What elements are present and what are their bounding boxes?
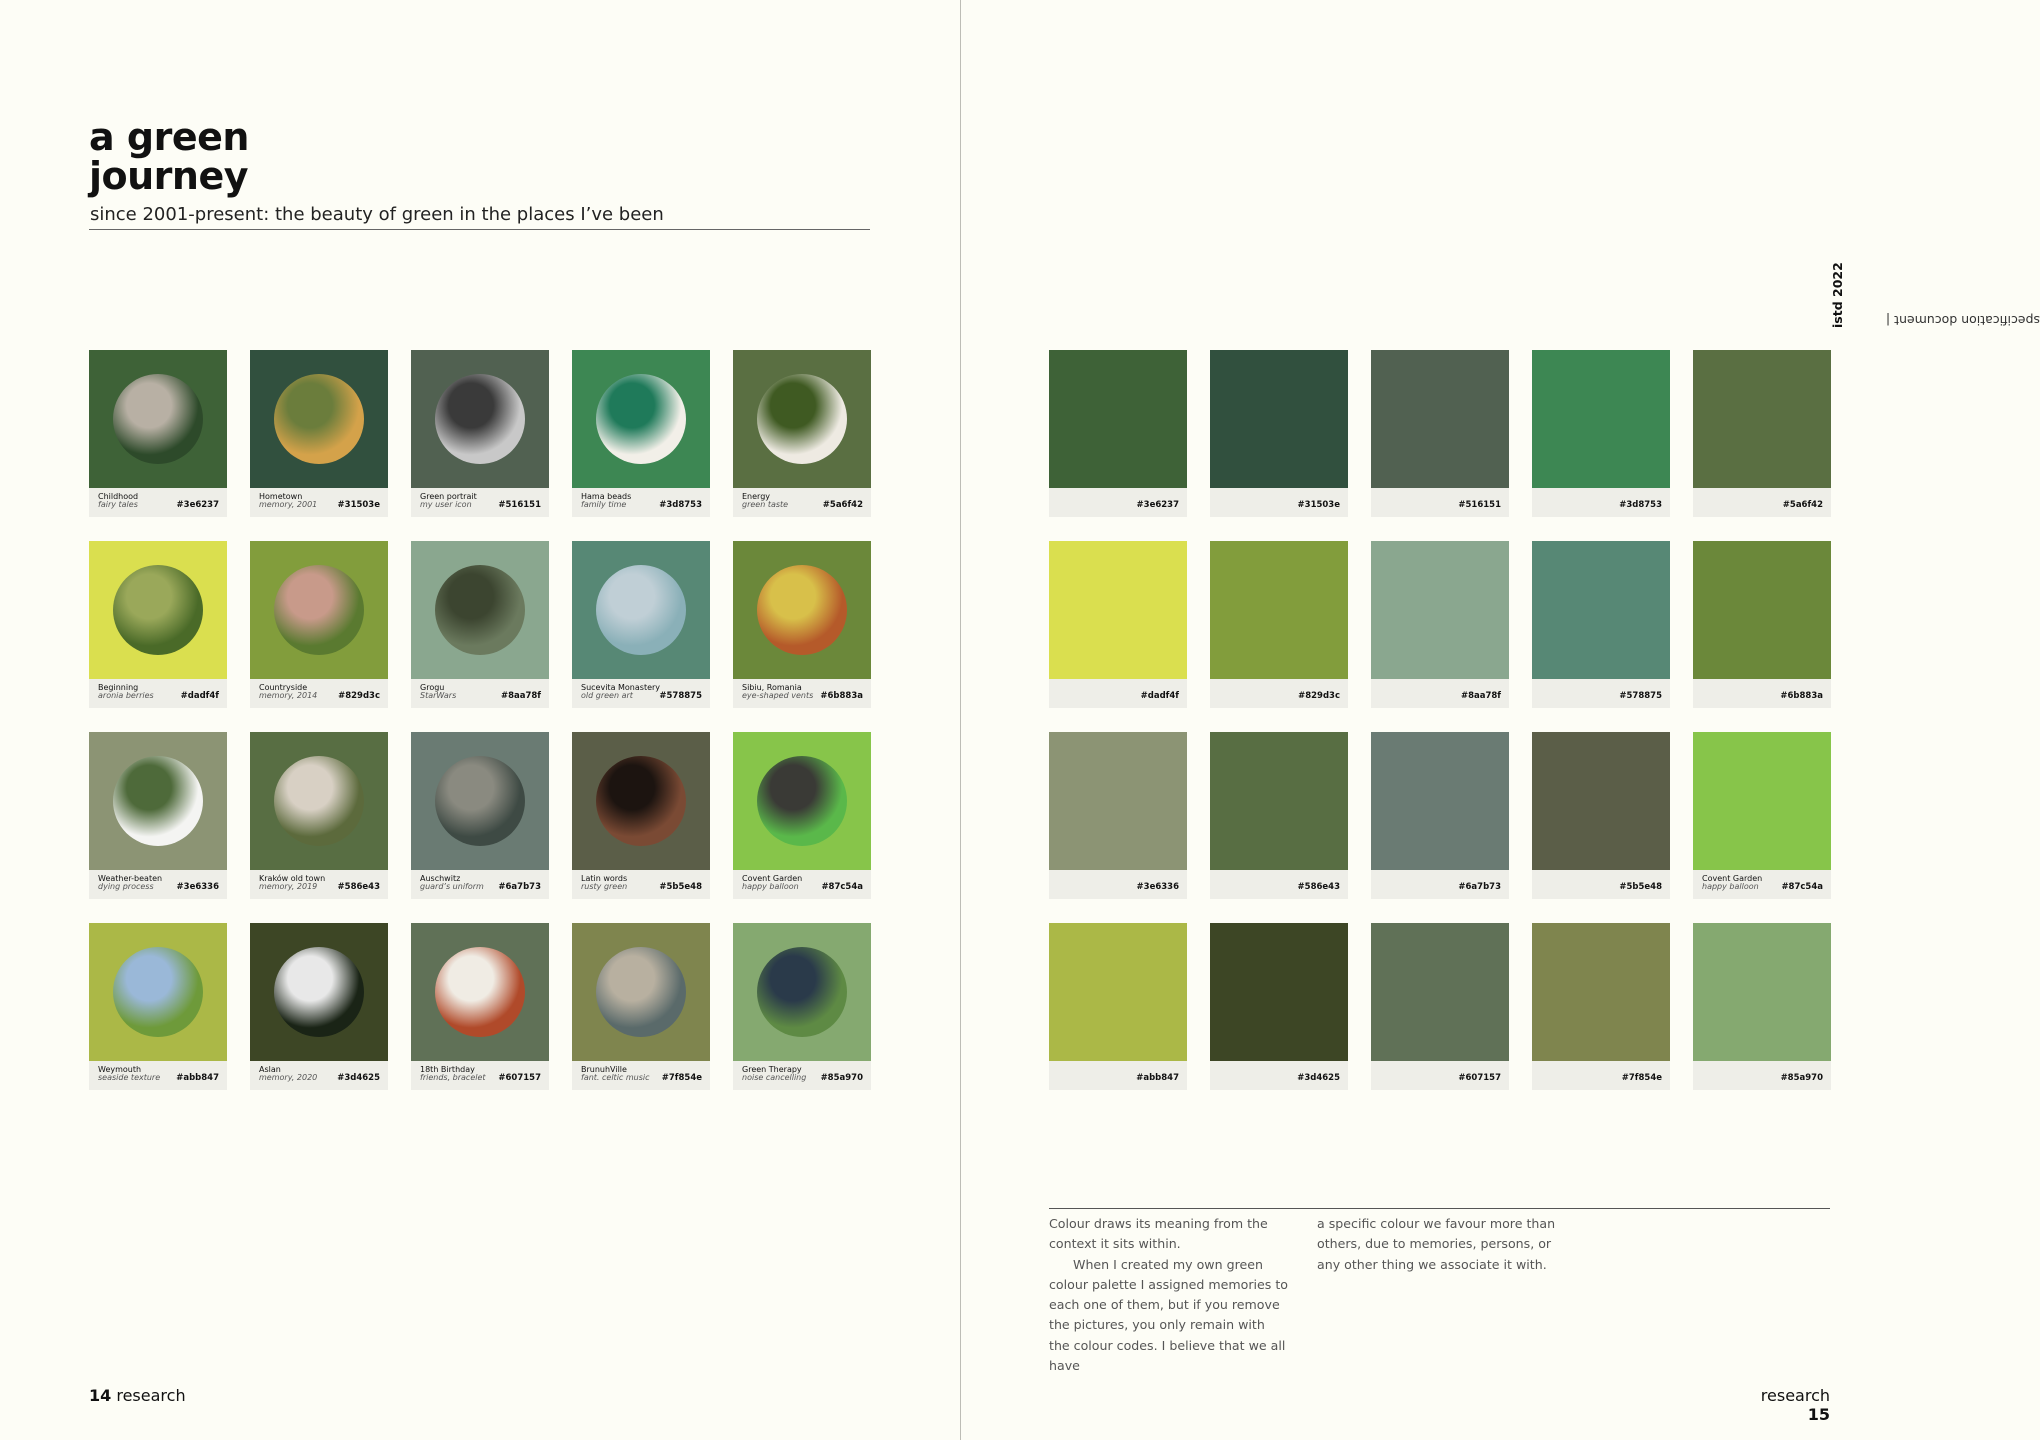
hex-code: #7f854e	[661, 1073, 702, 1083]
card-caption	[420, 493, 492, 509]
memory-card	[89, 350, 227, 517]
card-subtitle: aronia berries	[98, 691, 154, 700]
card-title: Latin words	[581, 874, 628, 883]
palette-card	[1210, 923, 1348, 1090]
hex-code: #829d3c	[1298, 691, 1340, 701]
memory-card	[89, 541, 227, 708]
card-caption	[742, 684, 814, 700]
palette-card	[1049, 923, 1187, 1090]
hex-code: #516151	[1458, 500, 1501, 510]
headphones-photo	[757, 947, 847, 1037]
palette-card	[1049, 350, 1187, 517]
landscape-photo	[596, 947, 686, 1037]
card-caption	[420, 1066, 492, 1082]
card-subtitle: noise cancelling	[742, 1073, 807, 1082]
palette-card	[1049, 732, 1187, 899]
hex-code: #5a6f42	[1782, 500, 1823, 510]
monastery-photo	[596, 565, 686, 655]
body-paragraph-1: Colour draws its meaning from the context it sits within.	[1049, 1216, 1268, 1252]
hex-code: #3e6336	[176, 882, 219, 892]
star-beads-photo	[596, 374, 686, 464]
card-title: BrunuhVille	[581, 1065, 627, 1074]
card-subtitle: memory, 2020	[259, 1073, 318, 1082]
card-title: Beginning	[98, 683, 139, 692]
hex-code: #3e6336	[1136, 882, 1179, 892]
palette-swatch	[1210, 541, 1348, 679]
palette-grid	[1049, 350, 1830, 1090]
color-swatch	[733, 732, 871, 870]
palette-swatch	[1049, 541, 1187, 679]
palette-card	[1532, 350, 1670, 517]
card-subtitle: dying process	[98, 882, 154, 891]
foliage-photo	[274, 947, 364, 1037]
hex-code: #578875	[659, 691, 702, 701]
palette-swatch	[1532, 350, 1670, 488]
hex-code: #516151	[498, 500, 541, 510]
card-caption	[98, 684, 170, 700]
color-swatch	[89, 732, 227, 870]
forest-photo	[274, 565, 364, 655]
color-swatch	[411, 350, 549, 488]
card-caption	[259, 493, 331, 509]
card-subtitle: StarWars	[420, 691, 457, 700]
palette-card	[1210, 350, 1348, 517]
card-caption	[581, 683, 661, 700]
card-title: Energy	[742, 492, 771, 501]
drink-photo	[757, 374, 847, 464]
card-title: Weather-beaten	[98, 874, 163, 883]
body-paragraph-2: When I created my own green colour palette I assigned memories to each one of them, but if you remove the pictures, you only remain with the colour codes. I believe that we all have	[1049, 1256, 1288, 1374]
palette-swatch	[1532, 732, 1670, 870]
memory-card	[733, 541, 871, 708]
berries-photo	[113, 565, 203, 655]
card-title: 18th Birthday	[420, 1065, 475, 1074]
palette-card	[1210, 732, 1348, 899]
card-subtitle: eye-shaped vents	[742, 691, 814, 700]
palette-swatch	[1532, 541, 1670, 679]
uniform-photo	[435, 756, 525, 846]
hex-code: #3d8753	[1619, 500, 1662, 510]
card-subtitle: green taste	[742, 500, 789, 509]
folio-left	[89, 1386, 186, 1405]
color-swatch	[411, 923, 549, 1061]
memory-card	[250, 541, 388, 708]
card-subtitle: happy balloon	[742, 882, 799, 891]
folio-right	[1740, 1386, 1830, 1424]
building-photo	[757, 565, 847, 655]
palette-card	[1210, 541, 1348, 708]
arch-photo	[596, 756, 686, 846]
palette-card	[1532, 732, 1670, 899]
body-column-1	[1049, 1214, 1289, 1376]
hex-code: #7f854e	[1621, 1073, 1662, 1083]
hex-code: #3d8753	[659, 500, 702, 510]
card-title: Hometown	[259, 492, 303, 501]
hedge-photo	[113, 947, 203, 1037]
palette-swatch	[1693, 541, 1831, 679]
card-caption	[98, 875, 170, 891]
palette-swatch	[1371, 732, 1509, 870]
card-caption	[1702, 875, 1774, 891]
card-caption	[742, 1066, 814, 1082]
color-swatch	[733, 350, 871, 488]
card-title: Green Therapy	[742, 1065, 802, 1074]
palette-swatch	[1532, 923, 1670, 1061]
card-subtitle: memory, 2001	[259, 500, 318, 509]
hex-code: #6a7b73	[1458, 882, 1501, 892]
hex-code: #5b5e48	[659, 882, 702, 892]
color-swatch	[89, 541, 227, 679]
palette-swatch	[1210, 732, 1348, 870]
card-title: Auschwitz	[420, 874, 461, 883]
memory-card	[733, 350, 871, 517]
card-subtitle: seaside texture	[98, 1073, 161, 1082]
section-label-right: research	[1760, 1386, 1830, 1405]
card-title: Countryside	[259, 683, 308, 692]
tree-photo	[113, 756, 203, 846]
hex-code: #6b883a	[1780, 691, 1823, 701]
card-title: Aslan	[259, 1065, 281, 1074]
balloon-photo	[757, 756, 847, 846]
memory-card	[250, 350, 388, 517]
card-title: Hama beads	[581, 492, 632, 501]
memory-card	[411, 923, 549, 1090]
memory-card	[572, 541, 710, 708]
palette-card	[1532, 541, 1670, 708]
palette-card	[1693, 732, 1831, 899]
body-column-2	[1317, 1214, 1557, 1275]
hex-code: #87c54a	[1781, 882, 1823, 892]
color-swatch	[733, 541, 871, 679]
card-subtitle: happy balloon	[1702, 882, 1759, 891]
palette-swatch	[1371, 923, 1509, 1061]
card-title: Sibiu, Romania	[742, 683, 802, 692]
memory-card	[89, 923, 227, 1090]
palette-swatch	[1371, 541, 1509, 679]
running-head-regular: specification document |	[1885, 313, 2040, 328]
hex-code: #dadf4f	[1140, 691, 1179, 701]
memory-card	[411, 541, 549, 708]
hex-code: #abb847	[176, 1073, 219, 1083]
hex-code: #3e6237	[176, 500, 219, 510]
hex-code: #5b5e48	[1619, 882, 1662, 892]
hex-code: #87c54a	[821, 882, 863, 892]
card-subtitle: memory, 2014	[259, 691, 318, 700]
palette-card	[1693, 350, 1831, 517]
grogu-photo	[435, 565, 525, 655]
palette-swatch	[1693, 923, 1831, 1061]
card-title: Kraków old town	[259, 874, 326, 883]
child-photo	[113, 374, 203, 464]
card-caption	[742, 875, 814, 891]
palette-card	[1693, 541, 1831, 708]
hex-code: #607157	[1458, 1073, 1501, 1083]
card-subtitle: memory, 2019	[259, 882, 318, 891]
card-subtitle: fant. celtic music	[581, 1073, 650, 1082]
card-subtitle: my user icon	[420, 500, 472, 509]
color-swatch	[250, 732, 388, 870]
page-title	[89, 115, 249, 198]
palette-card	[1371, 350, 1509, 517]
card-title: Weymouth	[98, 1065, 142, 1074]
color-swatch	[250, 923, 388, 1061]
palette-swatch	[1049, 732, 1187, 870]
hex-code: #6b883a	[820, 691, 863, 701]
hex-code: #31503e	[337, 500, 380, 510]
hex-code: #3d4625	[337, 1073, 380, 1083]
palette-swatch	[1693, 350, 1831, 488]
card-subtitle: fairy tales	[98, 500, 138, 509]
title-rule	[89, 229, 870, 230]
memory-card	[572, 732, 710, 899]
card-title: Covent Garden	[1702, 874, 1763, 883]
hex-code: #3d4625	[1297, 1073, 1340, 1083]
card-title: Sucevita Monastery	[581, 683, 661, 692]
color-swatch	[89, 350, 227, 488]
card-subtitle: family time	[581, 500, 627, 509]
section-label-left: research	[116, 1386, 186, 1405]
page-number-right: 15	[1807, 1405, 1830, 1424]
card-subtitle: rusty green	[581, 882, 628, 891]
page-number-left: 14	[89, 1386, 112, 1405]
color-swatch	[572, 350, 710, 488]
hex-code: #85a970	[1780, 1073, 1823, 1083]
memory-card	[411, 350, 549, 517]
palette-swatch	[1049, 350, 1187, 488]
memory-card	[250, 732, 388, 899]
card-subtitle: guard’s uniform	[420, 882, 484, 891]
palette-swatch	[1210, 923, 1348, 1061]
palette-swatch	[1693, 732, 1831, 870]
card-subtitle: friends, bracelet	[420, 1073, 486, 1082]
card-title: Covent Garden	[742, 874, 803, 883]
hex-code: #8aa78f	[1460, 691, 1501, 701]
hex-code: #829d3c	[338, 691, 380, 701]
memory-card	[572, 923, 710, 1090]
hex-code: #5a6f42	[822, 500, 863, 510]
meadow-photo	[274, 374, 364, 464]
color-swatch	[572, 732, 710, 870]
hex-code: #abb847	[1136, 1073, 1179, 1083]
card-subtitle: old green art	[581, 691, 633, 700]
memory-card	[572, 350, 710, 517]
hex-code: #6a7b73	[498, 882, 541, 892]
hex-code: #31503e	[1297, 500, 1340, 510]
color-swatch	[411, 732, 549, 870]
palette-card	[1693, 923, 1831, 1090]
hex-code: #586e43	[1297, 882, 1340, 892]
card-caption	[581, 1066, 653, 1082]
body-paragraph-3: a specific colour we favour more than others, due to memories, persons, or any other thing we associate it with.	[1317, 1216, 1556, 1272]
color-swatch	[572, 541, 710, 679]
palette-card	[1371, 541, 1509, 708]
color-swatch	[733, 923, 871, 1061]
memory-card	[411, 732, 549, 899]
card-caption	[259, 875, 331, 891]
palette-swatch	[1371, 350, 1509, 488]
palette-card	[1049, 541, 1187, 708]
card-caption	[259, 684, 331, 700]
hex-code: #578875	[1619, 691, 1662, 701]
memory-card	[733, 732, 871, 899]
palette-card	[1371, 923, 1509, 1090]
running-head-bold: istd 2022	[1830, 262, 1845, 328]
title-line-2: journey	[89, 154, 249, 198]
color-swatch	[411, 541, 549, 679]
memory-card	[250, 923, 388, 1090]
hex-code: #dadf4f	[180, 691, 219, 701]
vertical-running-head	[1830, 118, 2040, 328]
left-page	[0, 0, 960, 1440]
hex-code: #586e43	[337, 882, 380, 892]
palette-card	[1532, 923, 1670, 1090]
palette-card	[1371, 732, 1509, 899]
color-swatch	[572, 923, 710, 1061]
card-title: Childhood	[98, 492, 139, 501]
hex-code: #607157	[498, 1073, 541, 1083]
color-swatch	[250, 541, 388, 679]
portrait-photo	[435, 374, 525, 464]
title-line-1: a green	[89, 115, 249, 159]
palette-swatch	[1049, 923, 1187, 1061]
card-title: Grogu	[420, 683, 445, 692]
color-swatch	[250, 350, 388, 488]
color-swatch	[89, 923, 227, 1061]
card-caption	[259, 1066, 331, 1082]
card-caption	[581, 875, 653, 891]
hex-code: #3e6237	[1136, 500, 1179, 510]
memory-card	[89, 732, 227, 899]
memory-card	[733, 923, 871, 1090]
card-caption	[581, 493, 653, 509]
hex-code: #8aa78f	[500, 691, 541, 701]
card-caption	[98, 1066, 170, 1082]
card-caption	[420, 684, 492, 700]
card-caption	[420, 875, 492, 891]
page-subtitle: since 2001-present: the beauty of green in the places I’ve been	[90, 204, 664, 225]
photo-card-grid	[89, 350, 870, 1090]
window-photo	[274, 756, 364, 846]
hex-code: #85a970	[820, 1073, 863, 1083]
card-title: Green portrait	[420, 492, 477, 501]
bracelet-photo	[435, 947, 525, 1037]
body-rule	[1049, 1208, 1830, 1209]
palette-swatch	[1210, 350, 1348, 488]
card-caption	[98, 493, 170, 509]
card-caption	[742, 493, 814, 509]
